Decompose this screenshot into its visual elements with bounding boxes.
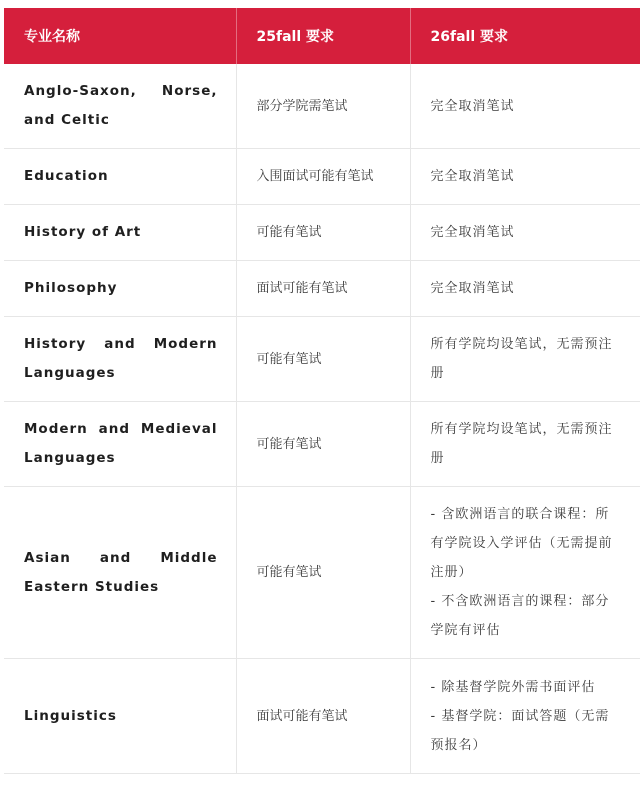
program-name: Linguistics [4,659,236,774]
req-25fall: 入围面试可能有笔试 [236,149,410,205]
table-row [4,261,640,317]
req-26fall-line: 完全取消笔试 [430,169,515,184]
req-25fall: 可能有笔试 [236,402,410,487]
req-26fall [410,149,640,205]
req-26fall [410,659,640,774]
req-26fall-line: - 不含欧洲语言的课程：部分学院有评估 [430,594,610,638]
req-26fall [410,402,640,487]
table-row [4,659,640,774]
req-26fall-line: - 基督学院：面试答题（无需预报名） [430,708,610,753]
req-26fall [410,317,640,402]
program-name: Education [4,149,236,205]
req-25fall: 可能有笔试 [236,487,410,659]
header-25fall-requirement: 25fall 要求 [236,8,410,64]
table-row [4,205,640,261]
table-row [4,317,640,402]
req-26fall-line: 完全取消笔试 [430,281,515,296]
req-26fall-line: 所有学院均设笔试，无需预注册 [430,337,613,381]
table-header-row [4,8,640,64]
req-25fall: 面试可能有笔试 [236,659,410,774]
comparison-table [4,8,640,774]
comparison-table-container [4,8,640,774]
program-name: Anglo-Saxon, Norse, and Celtic [4,64,236,149]
program-name: Philosophy [4,261,236,317]
header-26fall-requirement: 26fall 要求 [410,8,640,64]
req-25fall: 部分学院需笔试 [236,64,410,149]
program-name: History of Art [4,205,236,261]
req-26fall-line: - 含欧洲语言的联合课程：所有学院设入学评估（无需提前注册） [430,507,613,580]
req-26fall [410,205,640,261]
req-26fall-line: 完全取消笔试 [430,98,515,114]
req-26fall [410,487,640,659]
table-row [4,64,640,149]
req-26fall-line: 所有学院均设笔试，无需预注册 [430,422,613,466]
header-program-name: 专业名称 [4,8,236,64]
program-name: Asian and Middle Eastern Studies [4,487,236,659]
req-25fall: 可能有笔试 [236,317,410,402]
table-row [4,402,640,487]
req-26fall [410,64,640,149]
table-row [4,487,640,659]
req-26fall [410,261,640,317]
req-25fall: 面试可能有笔试 [236,261,410,317]
req-26fall-line: 完全取消笔试 [430,225,515,240]
req-25fall: 可能有笔试 [236,205,410,261]
table-row [4,149,640,205]
program-name: History and Modern Languages [4,317,236,402]
program-name: Modern and Medieval Languages [4,402,236,487]
req-26fall-line: - 除基督学院外需书面评估 [430,679,596,695]
